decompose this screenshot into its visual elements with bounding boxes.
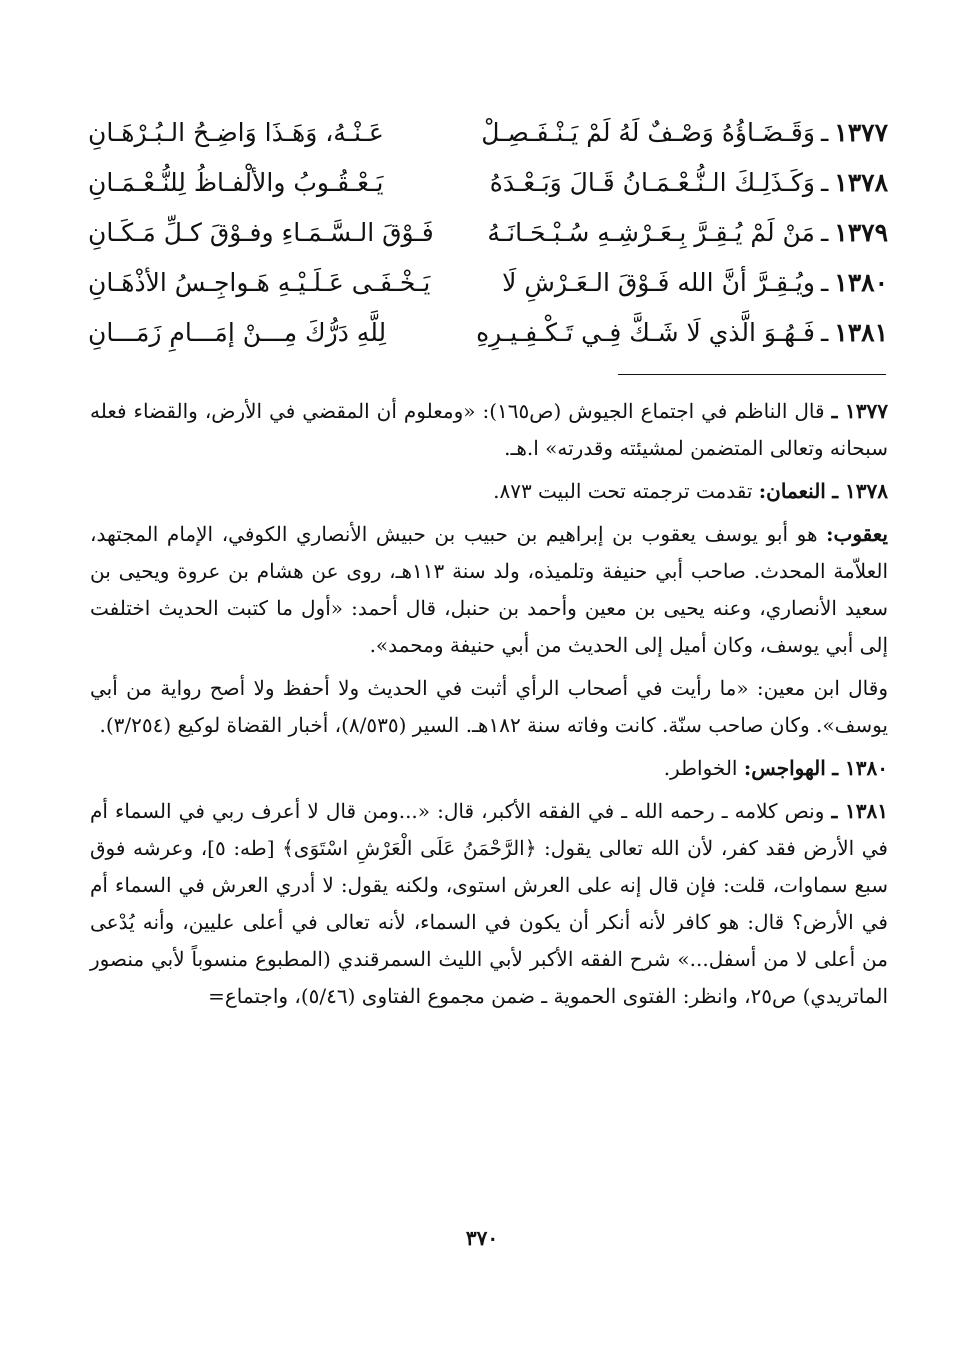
verse-first-hemistich: وَكَـذَلِـكَ الـنُّـعْـمَـانُ قَـالَ وَبَـعْـدَهُ: [489, 168, 815, 197]
footnote-number: ١٣٧٨ ـ: [832, 479, 888, 503]
footnote-divider: [618, 374, 886, 375]
verse-number: ١٣٨١: [834, 318, 888, 347]
footnote-number: ١٣٧٧ ـ: [831, 399, 888, 423]
verse-second-hemistich: عَـنْـهُ، وَهَـذَا وَاضِـحُ الـبُـرْهَـانِ: [88, 118, 384, 147]
footnote-yaqub: [90, 516, 888, 664]
verse-first-hemistich: وَقَـضَـاؤُهُ وَصْـفٌ لَهُ لَمْ يَـنْـفَـصِـلْ: [481, 118, 815, 147]
verse-number: ١٣٨٠: [834, 268, 888, 297]
verse-second-hemistich: يَـعْـقُـوبُ والألْفـاظُ لِلنُّـعْـمَـانِ: [88, 168, 384, 197]
footnote-1377: [90, 393, 888, 467]
verse-1377: ١٣٧٧ ـ وَقَـضَـاؤُهُ وَصْـفٌ لَهُ لَمْ يَـنْـفَـصِـلْ عَـنْـهُ، وَهَـذَا وَاضِـحُ الـبُـرْهَـانِ: [88, 108, 888, 158]
footnote-text: ونص كلامه ـ رحمه الله ـ في الفقه الأكبر، قال: «...ومن قال لا أعرف ربي في السماء أم في الأرض فقد كفر، لأن الله تعالى يقول: ﴿الرَّحْمَنُ عَلَى الْعَرْشِ اسْتَوَى﴾ [طه: ٥]، وعرشه فوق سبع سماوات، قلت: فإن قال إنه على العرش استوى، ولكنه يقول: لا أدري العرش في السماء أم في الأرض؟ قال: هو كافر لأنه أنكر أن يكون في السماء، لأنه تعالى في أعلى عليين، وأنه يُدْعى من أعلى لا من أسفل...» شرح الفقه الأكبر لأبي الليث السمرقندي (المطبوع منسوباً لأبي منصور الماتريدي) ص٢٥، وانظر: الفتوى الحموية ـ ضمن مجموع الفتاوى (٥/٤٦)، واجتماع=: [90, 799, 888, 1008]
page-number: ٣٧٠: [465, 1226, 499, 1250]
footnote-1381: [90, 793, 888, 1015]
verse-1381: ١٣٨١ ـ فَـهُـوَ الَّذي لَا شَـكَّ فِـي تَـكْـفِـيـرِهِ لِلَّهِ دَرُّكَ مِـــنْ إمَـــامِ زَمَـــانِ: [88, 308, 888, 358]
verse-1378: ١٣٧٨ ـ وَكَـذَلِـكَ الـنُّـعْـمَـانُ قَـالَ وَبَـعْـدَهُ يَـعْـقُـوبُ والألْفـاظُ لِلنُّـعْـمَـانِ: [88, 158, 888, 208]
verse-first-hemistich: فَـهُـوَ الَّذي لَا شَـكَّ فِـي تَـكْـفِـيـرِهِ: [476, 318, 815, 347]
footnote-number: ١٣٨١ ـ: [831, 799, 888, 823]
verse-number: ١٣٧٩: [834, 218, 888, 247]
footnote-term: الهواجس:: [743, 756, 826, 780]
verse-first-hemistich: ويُـقِـرَّ أنَّ الله فَـوْقَ الـعَـرْشِ لَا: [502, 268, 815, 297]
footnotes: [90, 393, 888, 1021]
footnote-text: وقال ابن معين: «ما رأيت في أصحاب الرأي أثبت في الحديث ولا أحفظ ولا أصح رواية من أبي يوسف». وكان صاحب سنّة. كانت وفاته سنة ١٨٢هـ. السير (٨/٥٣٥)، أخبار القضاة لوكيع (٣/٢٥٤).: [90, 676, 888, 737]
verse-1379: ١٣٧٩ ـ مَنْ لَمْ يُـقِـرَّ بِـعَـرْشِـهِ سُـبْـحَـانَـهُ فَـوْقَ الـسَّـمَـاءِ وفـوْقَ كـلِّ مَـكَـانِ: [88, 208, 888, 258]
footnote-text: تقدمت ترجمته تحت البيت ٨٧٣.: [493, 479, 753, 503]
verse-first-hemistich: مَنْ لَمْ يُـقِـرَّ بِـعَـرْشِـهِ سُـبْـحَـانَـهُ: [487, 218, 815, 247]
verse-1380: ١٣٨٠ ـ ويُـقِـرَّ أنَّ الله فَـوْقَ الـعَـرْشِ لَا يَـخْـفَـى عَـلَـيْـهِ هَـواجِـسُ الأذْهَـانِ: [88, 258, 888, 308]
footnote-term: النعمان:: [758, 479, 826, 503]
verse-number: ١٣٧٧: [834, 118, 888, 147]
footnote-text: هو أبو يوسف يعقوب بن إبراهيم بن حبيب بن حبيش الأنصاري الكوفي، الإمام المجتهد، العلاّمة المحدث. صاحب أبي حنيفة وتلميذه، ولد سنة ١١٣هـ، روى عن هشام بن عروة ويحيى بن سعيد الأنصاري، وعنه يحيى بن معين وأحمد بن حنبل، قال أحمد: «أول ما كتبت الحديث اختلفت إلى أبي يوسف، وكان أميل إلى الحديث من أبي حنيفة ومحمد».: [90, 522, 889, 657]
footnote-text: الخواطر.: [663, 756, 738, 780]
poem-verses: [88, 108, 888, 358]
footnote-yaqub-continued: [90, 670, 888, 744]
verse-number: ١٣٧٨: [834, 168, 888, 197]
footnote-1380: [90, 750, 888, 787]
footnote-term: يعقوب:: [826, 522, 888, 546]
footnote-text: قال الناظم في اجتماع الجيوش (ص١٦٥): «ومعلوم أن المقضي في الأرض، والقضاء فعله سبحانه وتعالى المتضمن لمشيئته وقدرته» ا.هـ.: [90, 399, 888, 460]
verse-second-hemistich: يَـخْـفَـى عَـلَـيْـهِ هَـواجِـسُ الأذْهَـانِ: [88, 268, 431, 297]
verse-second-hemistich: فَـوْقَ الـسَّـمَـاءِ وفـوْقَ كـلِّ مَـكَـانِ: [88, 218, 434, 247]
footnote-number: ١٣٨٠ ـ: [832, 756, 888, 780]
verse-second-hemistich: لِلَّهِ دَرُّكَ مِـــنْ إمَـــامِ زَمَـــانِ: [88, 318, 387, 347]
footnote-1378: [90, 473, 888, 510]
